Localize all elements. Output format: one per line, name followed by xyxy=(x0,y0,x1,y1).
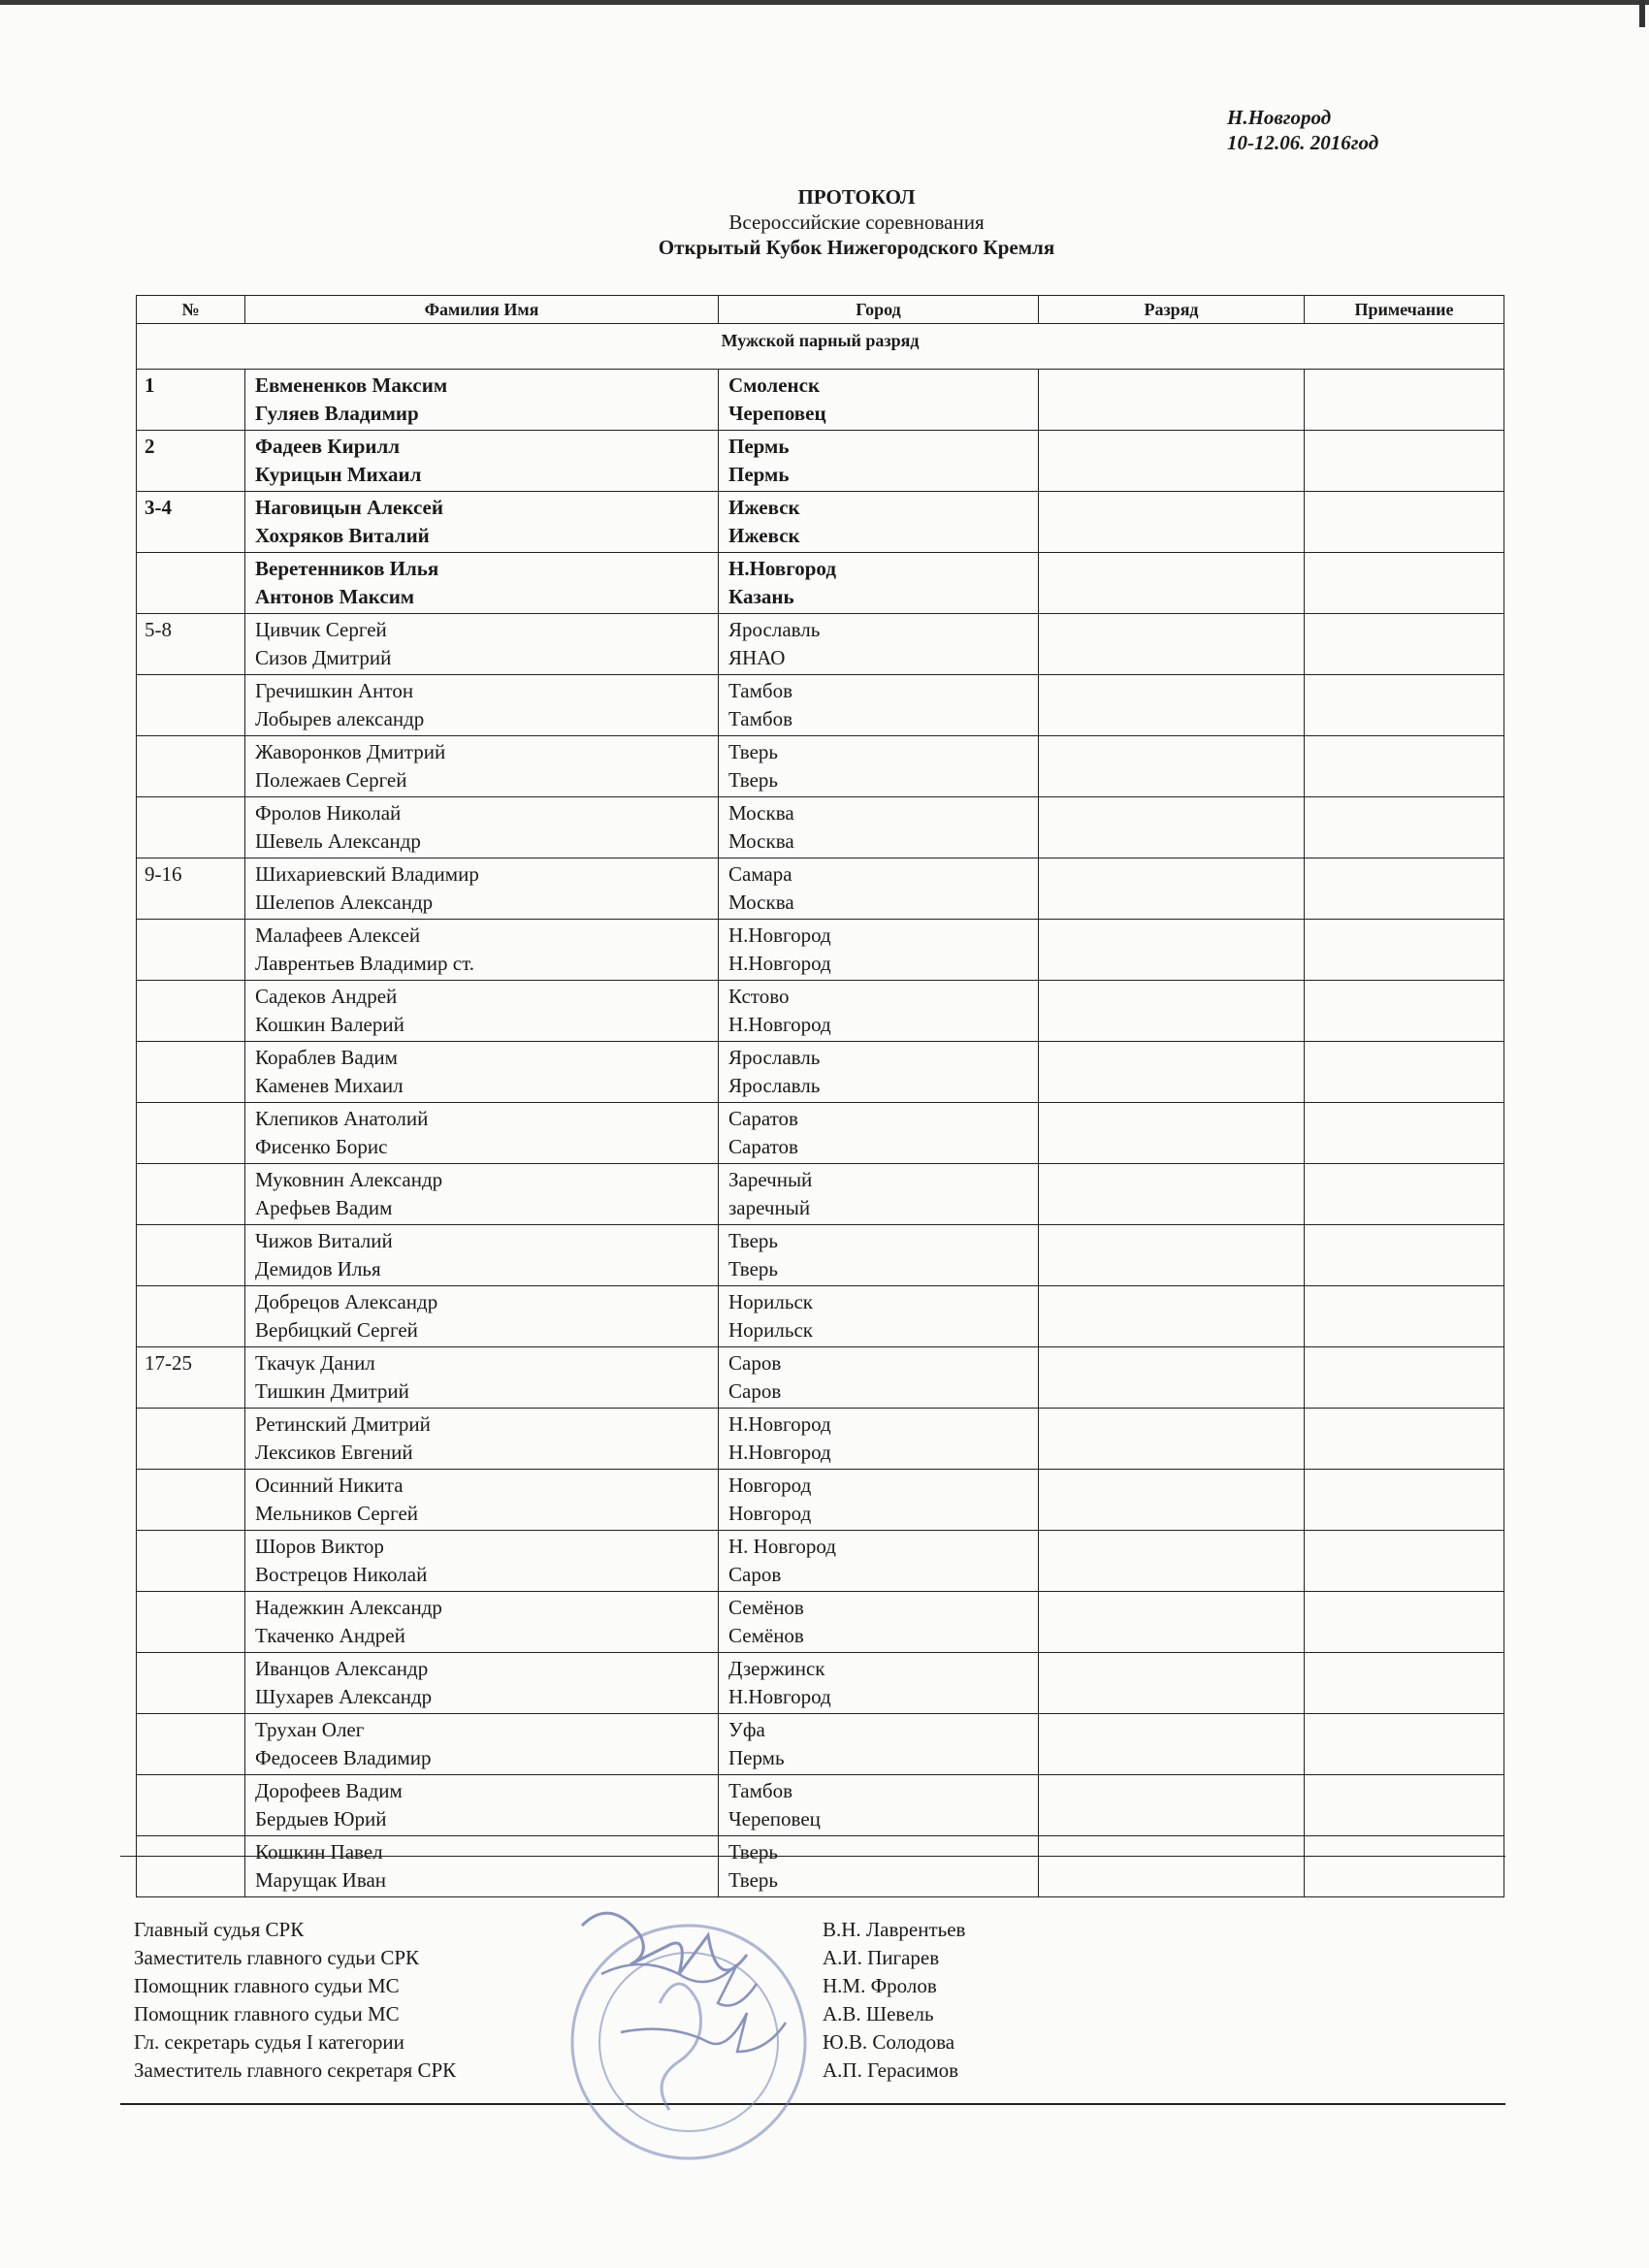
official-role: Гл. секретарь судья I категории xyxy=(134,2030,404,2054)
note-cell xyxy=(1305,797,1504,859)
names-cell xyxy=(245,1225,719,1286)
rank-cell xyxy=(1039,859,1305,920)
player-name: Шихариевский Владимир xyxy=(255,862,479,886)
place-cell xyxy=(137,797,245,859)
place-cell xyxy=(137,553,245,614)
player-city: Тверь xyxy=(728,768,778,792)
rank-cell xyxy=(1039,1592,1305,1653)
place-cell xyxy=(137,981,245,1042)
names-cell xyxy=(245,1409,719,1470)
player-city: Норильск xyxy=(728,1290,813,1313)
place-cell: 2 xyxy=(137,431,245,492)
note-cell xyxy=(1305,1103,1504,1164)
rank-cell xyxy=(1039,1103,1305,1164)
player-name: Демидов Илья xyxy=(255,1257,381,1280)
player-city: Ижевск xyxy=(728,496,800,519)
player-city: Ярославль xyxy=(728,618,821,641)
table-row xyxy=(137,1714,1504,1775)
rank-cell xyxy=(1039,431,1305,492)
player-city: Смоленск xyxy=(728,373,821,397)
place-cell: 9-16 xyxy=(137,859,245,920)
rank-cell xyxy=(1039,614,1305,675)
player-name: Гречишкин Антон xyxy=(255,679,414,702)
player-city: Ижевск xyxy=(728,524,800,547)
col-rank: Разряд xyxy=(1039,296,1305,324)
names-cell xyxy=(245,1592,719,1653)
player-city: Заречный xyxy=(728,1168,813,1191)
place-cell xyxy=(137,736,245,797)
place-cell xyxy=(137,1592,245,1653)
player-name: Наговицын Алексей xyxy=(255,496,443,519)
table-row xyxy=(137,614,1504,675)
names-cell xyxy=(245,370,719,431)
names-cell xyxy=(245,1714,719,1775)
rank-cell xyxy=(1039,1286,1305,1347)
player-city: Саров xyxy=(728,1563,782,1586)
names-cell xyxy=(245,920,719,981)
rank-cell xyxy=(1039,981,1305,1042)
rank-cell xyxy=(1039,1409,1305,1470)
player-name: Чижов Виталий xyxy=(255,1229,393,1252)
player-name: Ткаченко Андрей xyxy=(255,1624,405,1647)
player-name: Шоров Виктор xyxy=(255,1535,384,1558)
place-cell xyxy=(137,1286,245,1347)
note-cell xyxy=(1305,431,1504,492)
cities-cell xyxy=(719,1347,1039,1409)
place-cell xyxy=(137,1409,245,1470)
names-cell xyxy=(245,492,719,553)
place-cell xyxy=(137,1653,245,1714)
col-number: № xyxy=(137,296,245,324)
player-city: Н. Новгород xyxy=(728,1535,836,1558)
player-city: Уфа xyxy=(728,1718,765,1741)
names-cell xyxy=(245,1775,719,1836)
cities-cell xyxy=(719,1714,1039,1775)
player-city: Самара xyxy=(728,862,792,886)
player-name: Муковнин Александр xyxy=(255,1168,443,1191)
cities-cell xyxy=(719,553,1039,614)
player-city: Пермь xyxy=(728,435,790,458)
player-name: Вострецов Николай xyxy=(255,1563,428,1586)
cities-cell xyxy=(719,1409,1039,1470)
cities-cell xyxy=(719,797,1039,859)
place-cell xyxy=(137,920,245,981)
note-cell xyxy=(1305,492,1504,553)
place-cell: 5-8 xyxy=(137,614,245,675)
player-name: Арефьев Вадим xyxy=(255,1196,393,1219)
player-name: Мельников Сергей xyxy=(255,1502,419,1525)
cities-cell xyxy=(719,1103,1039,1164)
names-cell xyxy=(245,859,719,920)
official-role: Заместитель главного секретаря СРК xyxy=(134,2058,457,2082)
player-city: Пермь xyxy=(728,1746,785,1769)
col-city: Город xyxy=(719,296,1039,324)
place-cell xyxy=(137,1042,245,1103)
event-type: Всероссийские соревнования xyxy=(728,211,985,234)
player-city: Н.Новгород xyxy=(728,1441,831,1464)
player-name: Лобырев александр xyxy=(255,707,425,730)
rank-cell xyxy=(1039,1225,1305,1286)
table-row xyxy=(137,1103,1504,1164)
place-cell xyxy=(137,1714,245,1775)
player-name: Садеков Андрей xyxy=(255,985,398,1008)
note-cell xyxy=(1305,1409,1504,1470)
official-name: А.И. Пигарев xyxy=(823,1946,940,1969)
player-name: Лексиков Евгений xyxy=(255,1441,413,1464)
table-row xyxy=(137,797,1504,859)
player-city: Кстово xyxy=(728,985,790,1008)
names-cell xyxy=(245,797,719,859)
player-city: Ярославль xyxy=(728,1046,821,1069)
rank-cell xyxy=(1039,736,1305,797)
player-city: Пермь xyxy=(728,463,790,486)
note-cell xyxy=(1305,675,1504,736)
player-city: Н.Новгород xyxy=(728,952,831,975)
player-name: Шевель Александр xyxy=(255,829,421,853)
player-city: Новгород xyxy=(728,1502,812,1525)
cities-cell xyxy=(719,981,1039,1042)
table-row xyxy=(137,1653,1504,1714)
player-name: Надежкин Александр xyxy=(255,1596,442,1619)
player-name: Цивчик Сергей xyxy=(255,618,387,641)
player-name: Гуляев Владимир xyxy=(255,402,419,425)
cities-cell xyxy=(719,1164,1039,1225)
officials-names xyxy=(823,1916,965,2085)
names-cell xyxy=(245,675,719,736)
table-row xyxy=(137,1409,1504,1470)
names-cell xyxy=(245,1286,719,1347)
player-city: Тверь xyxy=(728,1257,778,1280)
player-city: Н.Новгород xyxy=(728,1013,831,1036)
names-cell xyxy=(245,1531,719,1592)
player-name: Веретенников Илья xyxy=(255,557,439,580)
player-name: Фисенко Борис xyxy=(255,1135,388,1158)
table-row xyxy=(137,1042,1504,1103)
place-cell xyxy=(137,675,245,736)
names-cell xyxy=(245,614,719,675)
table-row xyxy=(137,1470,1504,1531)
player-city: Саров xyxy=(728,1379,782,1403)
player-city: Казань xyxy=(728,585,794,608)
place-cell xyxy=(137,1164,245,1225)
protocol-title: ПРОТОКОЛ xyxy=(797,185,916,209)
cities-cell xyxy=(719,859,1039,920)
player-city: Череповец xyxy=(728,1807,821,1831)
player-name: Полежаев Сергей xyxy=(255,768,407,792)
player-city: Москва xyxy=(728,891,794,914)
note-cell xyxy=(1305,981,1504,1042)
note-cell xyxy=(1305,1775,1504,1836)
note-cell xyxy=(1305,920,1504,981)
cities-cell xyxy=(719,675,1039,736)
cities-cell xyxy=(719,614,1039,675)
player-city: Тамбов xyxy=(728,707,793,730)
cities-cell xyxy=(719,1225,1039,1286)
table-row xyxy=(137,675,1504,736)
table-row xyxy=(137,920,1504,981)
place-cell: 17-25 xyxy=(137,1347,245,1409)
player-name: Добрецов Александр xyxy=(255,1290,438,1313)
official-name: А.П. Герасимов xyxy=(823,2058,959,2082)
names-cell xyxy=(245,1653,719,1714)
names-cell xyxy=(245,1164,719,1225)
player-city: Тверь xyxy=(728,1840,778,1863)
cities-cell xyxy=(719,431,1039,492)
player-name: Ткачук Данил xyxy=(255,1351,375,1375)
player-name: Кошкин Павел xyxy=(255,1840,383,1863)
note-cell xyxy=(1305,1164,1504,1225)
official-stamp-and-signatures xyxy=(543,1887,834,2178)
player-name: Кораблев Вадим xyxy=(255,1046,398,1069)
table-row xyxy=(137,1775,1504,1836)
names-cell xyxy=(245,1470,719,1531)
player-city: ЯНАО xyxy=(728,646,786,669)
cities-cell xyxy=(719,1775,1039,1836)
note-cell xyxy=(1305,1653,1504,1714)
table-row xyxy=(137,736,1504,797)
official-name: Ю.В. Солодова xyxy=(823,2030,955,2054)
player-city: Норильск xyxy=(728,1318,813,1342)
names-cell xyxy=(245,736,719,797)
player-name: Шухарев Александр xyxy=(255,1685,433,1708)
names-cell xyxy=(245,1042,719,1103)
names-cell xyxy=(245,981,719,1042)
place-cell: 3-4 xyxy=(137,492,245,553)
player-city: Н.Новгород xyxy=(728,557,836,580)
player-name: Иванцов Александр xyxy=(255,1657,429,1680)
cities-cell xyxy=(719,1531,1039,1592)
official-role: Помощник главного судьи МС xyxy=(134,2002,400,2025)
note-cell xyxy=(1305,1531,1504,1592)
player-name: Фадеев Кирилл xyxy=(255,435,401,458)
table-row xyxy=(137,1531,1504,1592)
document-title xyxy=(0,184,1649,260)
player-name: Антонов Максим xyxy=(255,585,415,608)
player-name: Евмененков Максим xyxy=(255,373,448,397)
player-city: Тамбов xyxy=(728,1779,793,1802)
rank-cell xyxy=(1039,1470,1305,1531)
player-city: Ярославль xyxy=(728,1074,821,1097)
player-city: Саров xyxy=(728,1351,782,1375)
note-cell xyxy=(1305,1042,1504,1103)
names-cell xyxy=(245,1103,719,1164)
officials-roles xyxy=(134,1916,456,2085)
cities-cell xyxy=(719,920,1039,981)
table-row xyxy=(137,553,1504,614)
player-city: Тверь xyxy=(728,740,778,763)
player-city: Москва xyxy=(728,801,794,825)
rank-cell xyxy=(1039,1775,1305,1836)
table-row xyxy=(137,1592,1504,1653)
rank-cell xyxy=(1039,1714,1305,1775)
player-city: Череповец xyxy=(728,402,826,425)
rank-cell xyxy=(1039,492,1305,553)
player-name: Курицын Михаил xyxy=(255,463,422,486)
player-city: Н.Новгород xyxy=(728,1412,831,1436)
place-cell xyxy=(137,1103,245,1164)
note-cell xyxy=(1305,1286,1504,1347)
section-row xyxy=(137,324,1504,370)
cities-cell xyxy=(719,736,1039,797)
note-cell xyxy=(1305,1714,1504,1775)
cities-cell xyxy=(719,1042,1039,1103)
player-city: Н.Новгород xyxy=(728,1685,831,1708)
rank-cell xyxy=(1039,1531,1305,1592)
player-name: Марущак Иван xyxy=(255,1868,387,1892)
official-role: Главный судья СРК xyxy=(134,1918,305,1941)
note-cell xyxy=(1305,859,1504,920)
note-cell xyxy=(1305,1225,1504,1286)
player-city: Новгород xyxy=(728,1474,812,1497)
player-name: Каменев Михаил xyxy=(255,1074,404,1097)
table-row xyxy=(137,1225,1504,1286)
official-name: А.В. Шевель xyxy=(823,2002,934,2025)
rank-cell xyxy=(1039,797,1305,859)
rank-cell xyxy=(1039,1042,1305,1103)
names-cell xyxy=(245,553,719,614)
official-name: Н.М. Фролов xyxy=(823,1974,937,1997)
rank-cell xyxy=(1039,1347,1305,1409)
player-name: Сизов Дмитрий xyxy=(255,646,392,669)
note-cell xyxy=(1305,1592,1504,1653)
table-row xyxy=(137,431,1504,492)
table-row xyxy=(137,859,1504,920)
city: Н.Новгород xyxy=(1227,106,1332,129)
player-city: Тверь xyxy=(728,1868,778,1892)
player-name: Шелепов Александр xyxy=(255,891,434,914)
rank-cell xyxy=(1039,1653,1305,1714)
dates: 10-12.06. 2016год xyxy=(1227,131,1379,154)
player-city: Саратов xyxy=(728,1135,798,1158)
player-name: Кошкин Валерий xyxy=(255,1013,404,1036)
col-note: Примечание xyxy=(1305,296,1504,324)
player-city: Саратов xyxy=(728,1107,798,1130)
rank-cell xyxy=(1039,920,1305,981)
names-cell xyxy=(245,431,719,492)
place-cell xyxy=(137,1531,245,1592)
cities-cell xyxy=(719,370,1039,431)
place-cell xyxy=(137,1775,245,1836)
player-name: Дорофеев Вадим xyxy=(255,1779,403,1802)
player-name: Бердыев Юрий xyxy=(255,1807,387,1831)
official-role: Помощник главного судьи МС xyxy=(134,1974,400,1997)
player-city: Москва xyxy=(728,829,794,853)
player-city: Семёнов xyxy=(728,1624,804,1647)
cities-cell xyxy=(719,1286,1039,1347)
official-name: В.Н. Лаврентьев xyxy=(823,1918,966,1941)
place-cell xyxy=(137,1225,245,1286)
player-name: Малафеев Алексей xyxy=(255,923,421,947)
player-name: Федосеев Владимир xyxy=(255,1746,432,1769)
col-name: Фамилия Имя xyxy=(245,296,719,324)
note-cell xyxy=(1305,553,1504,614)
official-role: Заместитель главного судьи СРК xyxy=(134,1946,420,1969)
player-name: Осинний Никита xyxy=(255,1474,404,1497)
player-name: Хохряков Виталий xyxy=(255,524,430,547)
place-cell: 1 xyxy=(137,370,245,431)
table-row xyxy=(137,981,1504,1042)
note-cell xyxy=(1305,614,1504,675)
player-name: Трухан Олег xyxy=(255,1718,365,1741)
cities-cell xyxy=(719,1653,1039,1714)
section-title: Мужской парный разряд xyxy=(137,324,1504,370)
player-name: Лаврентьев Владимир ст. xyxy=(255,952,474,975)
note-cell xyxy=(1305,736,1504,797)
rank-cell xyxy=(1039,553,1305,614)
player-city: Дзержинск xyxy=(728,1657,825,1680)
cities-cell xyxy=(719,492,1039,553)
player-city: Тверь xyxy=(728,1229,778,1252)
note-cell xyxy=(1305,1470,1504,1531)
player-name: Вербицкий Сергей xyxy=(255,1318,418,1342)
player-city: Н.Новгород xyxy=(728,923,831,947)
note-cell xyxy=(1305,1347,1504,1409)
table-row xyxy=(137,370,1504,431)
player-name: Жаворонков Дмитрий xyxy=(255,740,446,763)
player-name: Клепиков Анатолий xyxy=(255,1107,429,1130)
player-name: Тишкин Дмитрий xyxy=(255,1379,409,1403)
table-row xyxy=(137,1347,1504,1409)
player-name: Ретинский Дмитрий xyxy=(255,1412,431,1436)
table-row xyxy=(137,1164,1504,1225)
place-and-date xyxy=(1227,105,1378,155)
note-cell xyxy=(1305,370,1504,431)
player-name: Фролов Николай xyxy=(255,801,402,825)
table-header-row xyxy=(137,296,1504,324)
top-edge-line xyxy=(0,0,1649,5)
rank-cell xyxy=(1039,675,1305,736)
rank-cell xyxy=(1039,370,1305,431)
place-cell xyxy=(137,1470,245,1531)
player-city: Тамбов xyxy=(728,679,793,702)
cities-cell xyxy=(719,1592,1039,1653)
cities-cell xyxy=(719,1470,1039,1531)
results-table xyxy=(136,295,1504,1897)
table-row xyxy=(137,1286,1504,1347)
event-name: Открытый Кубок Нижегородского Кремля xyxy=(658,236,1055,259)
scan-edge-mark xyxy=(1639,0,1645,27)
player-city: Семёнов xyxy=(728,1596,804,1619)
rank-cell xyxy=(1039,1164,1305,1225)
player-city: заречный xyxy=(728,1196,811,1219)
table-row xyxy=(137,492,1504,553)
names-cell xyxy=(245,1347,719,1409)
